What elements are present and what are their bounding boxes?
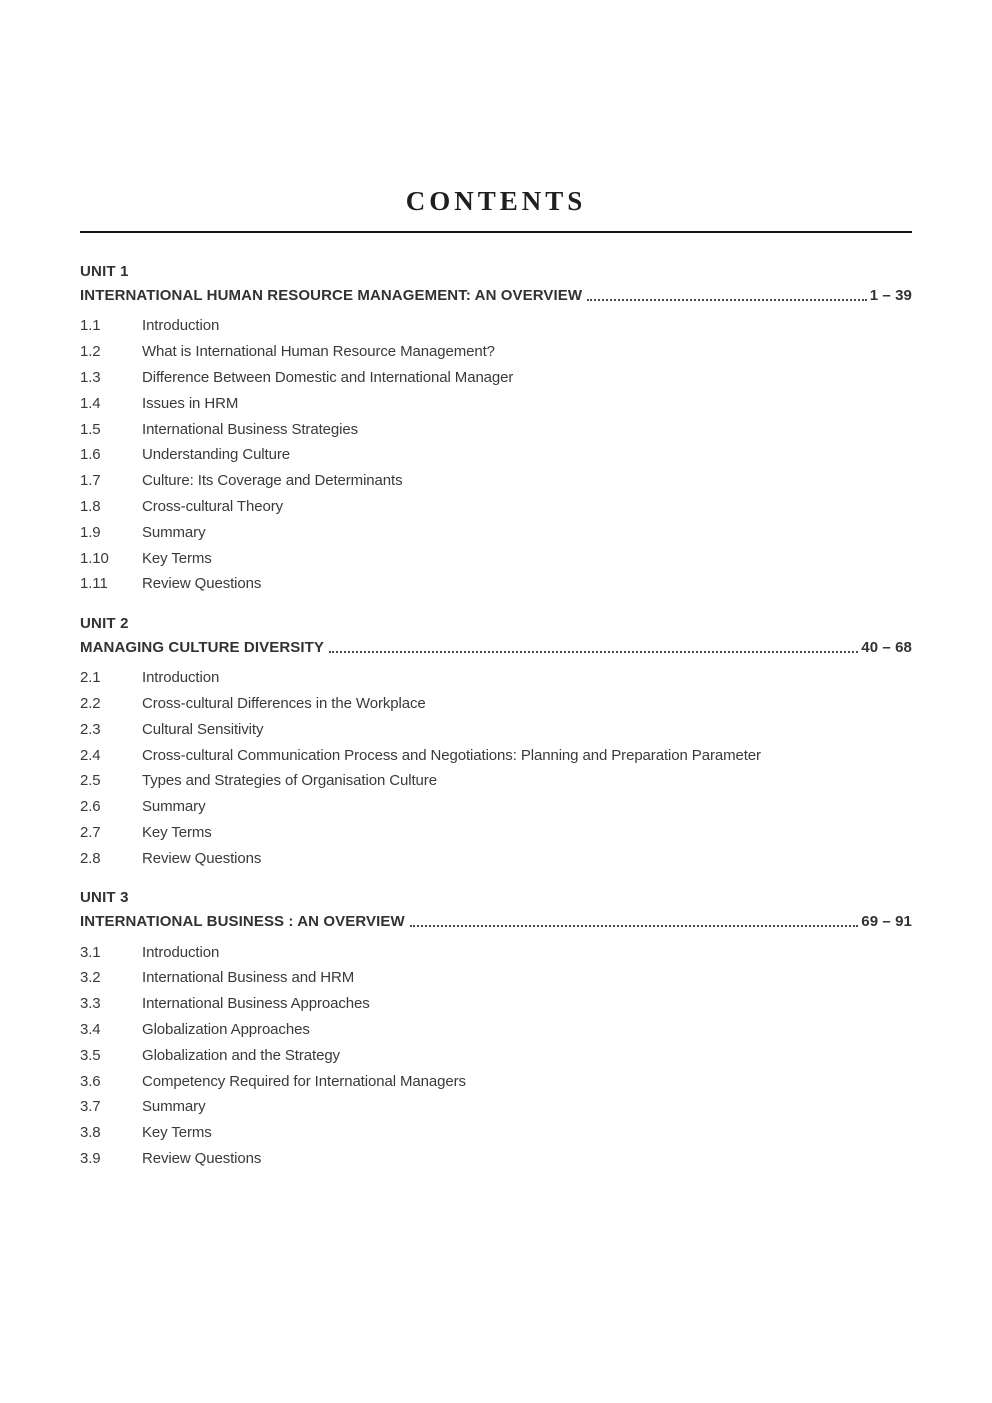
unit-page-range: 40 – 68 — [861, 638, 912, 656]
section-title: Review Questions — [142, 1149, 262, 1167]
section-number: 3.2 — [80, 969, 101, 987]
unit-block-3 — [80, 889, 912, 1171]
section-title: Key Terms — [142, 549, 212, 567]
section-title: Introduction — [142, 669, 220, 687]
section-number: 3.8 — [80, 1124, 101, 1142]
table-of-contents — [80, 263, 912, 1171]
unit-page-range: 69 – 91 — [861, 913, 912, 931]
unit-title-row — [80, 913, 912, 930]
section-number: 1.8 — [80, 497, 101, 515]
unit-title-row — [80, 287, 912, 304]
section-title: Cross-cultural Theory — [142, 497, 284, 515]
section-row — [80, 519, 912, 545]
section-row — [80, 339, 912, 365]
section-row — [80, 820, 912, 846]
section-number: 3.9 — [80, 1149, 101, 1167]
section-row — [80, 1146, 912, 1172]
section-number: 1.6 — [80, 446, 101, 464]
section-list — [80, 939, 912, 1171]
section-title: Cross-cultural Differences in the Workplace — [142, 694, 426, 712]
section-number: 3.3 — [80, 995, 101, 1013]
section-number: 2.5 — [80, 772, 101, 790]
section-number: 3.4 — [80, 1020, 101, 1038]
section-number: 2.4 — [80, 746, 101, 764]
section-row — [80, 939, 912, 965]
section-row — [80, 1120, 912, 1146]
section-row — [80, 1068, 912, 1094]
section-title: International Business Approaches — [142, 995, 370, 1013]
section-row — [80, 768, 912, 794]
section-row — [80, 991, 912, 1017]
section-title: Culture: Its Coverage and Determinants — [142, 472, 403, 490]
unit-title-row — [80, 639, 912, 656]
section-row — [80, 416, 912, 442]
title-rule — [80, 231, 912, 233]
section-row — [80, 1017, 912, 1043]
section-number: 3.7 — [80, 1098, 101, 1116]
unit-label: UNIT 3 — [80, 889, 129, 907]
section-title: International Business and HRM — [142, 969, 355, 987]
section-row — [80, 742, 912, 768]
section-title: Competency Required for International Managers — [142, 1072, 466, 1090]
section-number: 2.3 — [80, 720, 101, 738]
unit-label: UNIT 2 — [80, 614, 129, 632]
section-row — [80, 442, 912, 468]
unit-label: UNIT 1 — [80, 263, 129, 280]
section-number: 3.6 — [80, 1072, 101, 1090]
section-title: Globalization and the Strategy — [142, 1046, 340, 1064]
section-title: Difference Between Domestic and International Manager — [142, 368, 514, 386]
section-title: Cross-cultural Communication Process and Negotiations: Planning and Preparation Parameter — [142, 746, 761, 764]
unit-block-2 — [80, 615, 912, 871]
section-row — [80, 1042, 912, 1068]
section-row — [80, 313, 912, 339]
unit-title: MANAGING CULTURE DIVERSITY — [80, 638, 324, 656]
page-title: CONTENTS — [405, 186, 587, 216]
section-row — [80, 545, 912, 571]
section-title: Key Terms — [142, 823, 212, 841]
dot-leader — [329, 651, 858, 653]
section-row — [80, 571, 912, 597]
section-title: Summary — [142, 523, 206, 541]
unit-page-range: 1 – 39 — [869, 287, 912, 304]
section-number: 1.1 — [80, 317, 101, 335]
section-number: 1.3 — [80, 368, 101, 386]
section-title: Key Terms — [142, 1124, 212, 1142]
section-row — [80, 965, 912, 991]
section-row — [80, 845, 912, 871]
section-number: 1.10 — [80, 549, 109, 567]
section-number: 1.5 — [80, 420, 101, 438]
section-title: Review Questions — [142, 849, 262, 867]
section-title: Issues in HRM — [142, 394, 239, 412]
section-row — [80, 494, 912, 520]
section-row — [80, 390, 912, 416]
section-number: 1.4 — [80, 394, 101, 412]
section-number: 3.1 — [80, 943, 101, 961]
dot-leader — [410, 925, 859, 927]
section-title: Understanding Culture — [142, 446, 290, 464]
section-row — [80, 794, 912, 820]
section-list — [80, 665, 912, 871]
dot-leader — [587, 299, 867, 301]
section-number: 3.5 — [80, 1046, 101, 1064]
section-row — [80, 716, 912, 742]
section-row — [80, 665, 912, 691]
section-title: Types and Strategies of Organisation Culture — [142, 772, 437, 790]
section-number: 1.11 — [80, 575, 108, 593]
section-number: 2.7 — [80, 823, 101, 841]
section-title: What is International Human Resource Management? — [142, 343, 495, 361]
section-row — [80, 365, 912, 391]
section-row — [80, 691, 912, 717]
section-title: Globalization Approaches — [142, 1020, 310, 1038]
section-number: 2.8 — [80, 849, 101, 867]
unit-title: INTERNATIONAL HUMAN RESOURCE MANAGEMENT: AN OVERVIEW — [80, 287, 583, 304]
section-list — [80, 313, 912, 597]
section-number: 2.2 — [80, 694, 101, 712]
section-number: 2.6 — [80, 798, 101, 816]
section-title: Introduction — [142, 317, 220, 335]
section-number: 1.2 — [80, 343, 101, 361]
section-title: Cultural Sensitivity — [142, 720, 264, 738]
unit-title: INTERNATIONAL BUSINESS : AN OVERVIEW — [80, 913, 405, 931]
section-title: Summary — [142, 798, 206, 816]
section-number: 1.7 — [80, 472, 101, 490]
unit-block-1 — [80, 263, 912, 597]
section-title: Introduction — [142, 943, 220, 961]
section-row — [80, 1094, 912, 1120]
section-title: Summary — [142, 1098, 206, 1116]
section-number: 1.9 — [80, 523, 101, 541]
section-title: International Business Strategies — [142, 420, 358, 438]
section-title: Review Questions — [142, 575, 262, 593]
section-number: 2.1 — [80, 669, 101, 687]
section-row — [80, 468, 912, 494]
